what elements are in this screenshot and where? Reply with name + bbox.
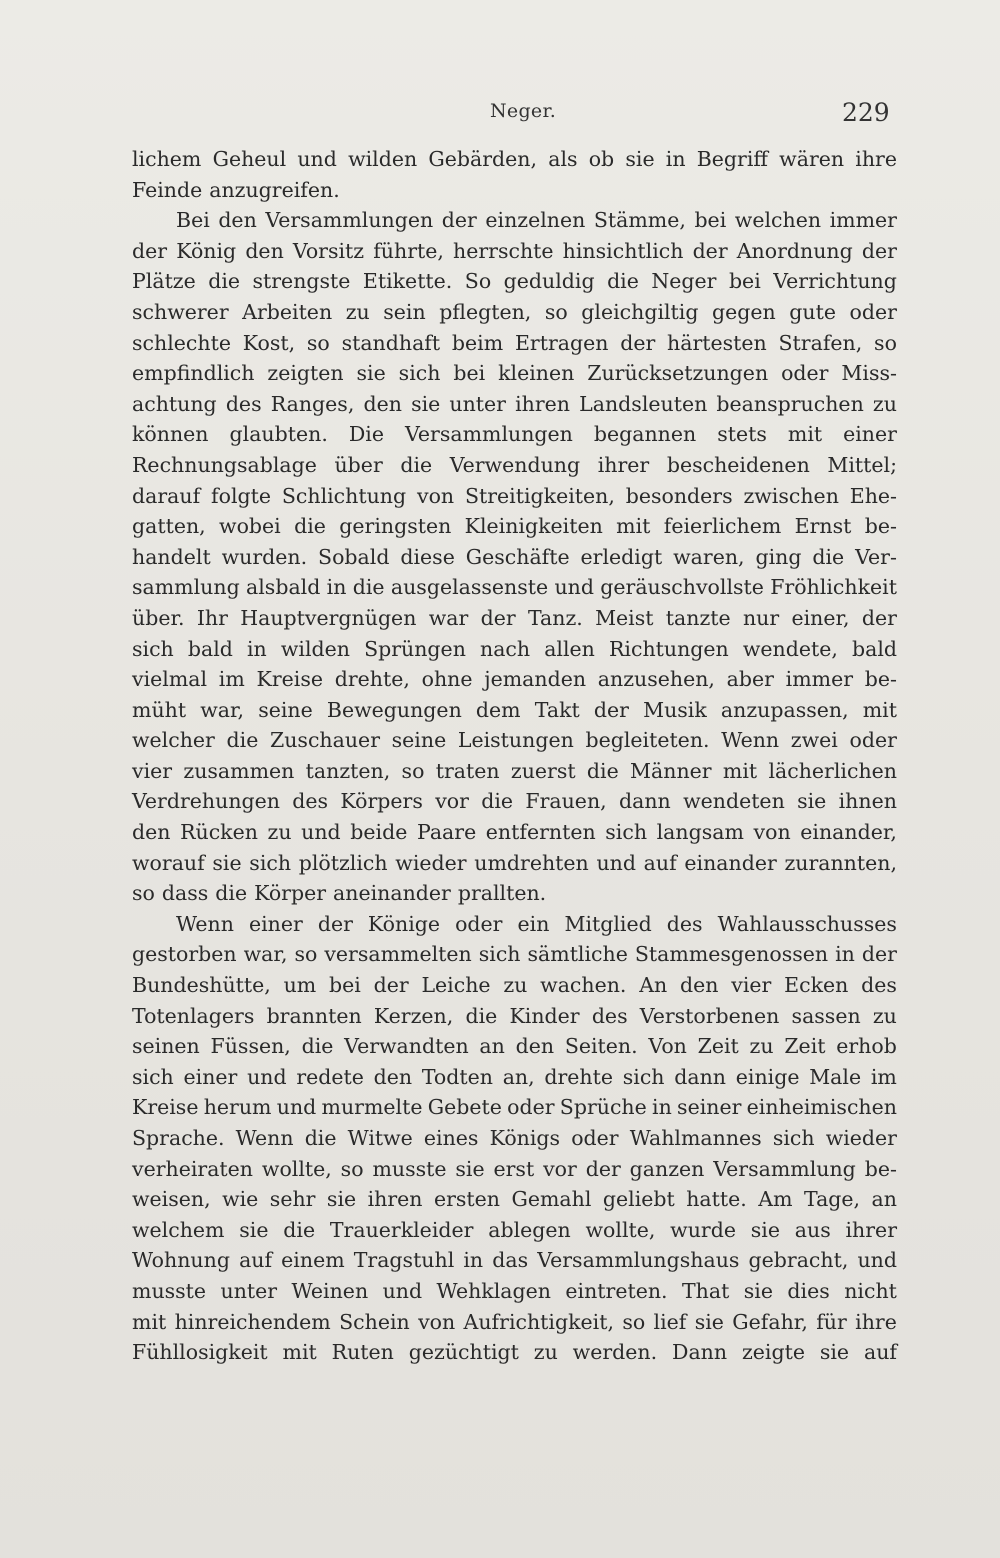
text-line: müht war, seine Bewegungen dem Takt der Musik anzupassen, mit xyxy=(132,697,897,722)
text-line: Rechnungsablage über die Verwendung ihrer bescheidenen Mittel; xyxy=(132,452,897,477)
text-line: Kreise herum und murmelte Gebete oder Sprüche in seiner einheimischen xyxy=(132,1095,897,1120)
text-line: Feinde anzugreifen. xyxy=(132,177,340,202)
text-line: schlechte Kost, so standhaft beim Ertragen der härtesten Strafen, so xyxy=(132,330,897,355)
text-line: Plätze die strengste Etikette. So geduldig die Neger bei Verrichtung xyxy=(132,269,897,294)
text-line: sammlung alsbald in die ausgelassenste und geräuschvollste Fröhlichkeit xyxy=(132,575,897,600)
text-line: welcher die Zuschauer seine Leistungen begleiteten. Wenn zwei oder xyxy=(132,728,897,753)
text-line: verheiraten wollte, so musste sie erst vor der ganzen Versammlung be- xyxy=(132,1156,897,1181)
text-line: Verdrehungen des Körpers vor die Frauen, dann wendeten sie ihnen xyxy=(132,789,897,814)
text-line: welchem sie die Trauerkleider ablegen wollte, wurde sie aus ihrer xyxy=(132,1217,897,1242)
text-line: Bundeshütte, um bei der Leiche zu wachen. An den vier Ecken des xyxy=(132,973,897,998)
text-line: können glaubten. Die Versammlungen begannen stets mit einer xyxy=(132,422,897,447)
text-line: worauf sie sich plötzlich wieder umdrehten und auf einander zurannten, xyxy=(132,850,897,875)
text-line: lichem Geheul und wilden Gebärden, als ob sie in Begriff wären ihre xyxy=(132,147,897,171)
text-line: Bei den Versammlungen der einzelnen Stämme, bei welchen immer xyxy=(176,208,897,233)
text-line: Wohnung auf einem Tragstuhl in das Versammlungshaus gebracht, und xyxy=(132,1248,897,1273)
running-title: Neger. xyxy=(490,100,557,122)
text-line: weisen, wie sehr sie ihren ersten Gemahl geliebt hatte. Am Tage, an xyxy=(132,1187,897,1212)
text-line: sich bald in wilden Sprüngen nach allen Richtungen wendete, bald xyxy=(132,636,897,661)
text-line: Totenlagers brannten Kerzen, die Kinder des Verstorbenen sassen zu xyxy=(132,1003,897,1028)
body-text xyxy=(132,144,897,1368)
text-line: Fühllosigkeit mit Ruten gezüchtigt zu werden. Dann zeigte sie auf xyxy=(132,1340,897,1365)
text-line: gestorben war, so versammelten sich sämtliche Stammesgenossen in der xyxy=(132,942,897,967)
text-line: musste unter Weinen und Wehklagen eintreten. That sie dies nicht xyxy=(132,1278,897,1303)
text-line: über. Ihr Hauptvergnügen war der Tanz. Meist tanzte nur einer, der xyxy=(132,605,897,630)
text-line: sich einer und redete den Todten an, drehte sich dann einige Male im xyxy=(132,1064,897,1089)
text-line: empfindlich zeigten sie sich bei kleinen Zurücksetzungen oder Miss- xyxy=(132,361,897,386)
text-line: seinen Füssen, die Verwandten an den Seiten. Von Zeit zu Zeit erhob xyxy=(132,1034,897,1059)
text-line: Wenn einer der Könige oder ein Mitglied des Wahlausschusses xyxy=(176,911,897,936)
text-line: gatten, wobei die geringsten Kleinigkeiten mit feierlichem Ernst be- xyxy=(132,514,897,539)
text-line: Sprache. Wenn die Witwe eines Königs oder Wahlmannes sich wieder xyxy=(132,1126,897,1150)
text-line: vier zusammen tanzten, so traten zuerst die Männer mit lächerlichen xyxy=(132,758,897,783)
page-number: 229 xyxy=(842,98,890,127)
text-line: vielmal im Kreise drehte, ohne jemanden anzusehen, aber immer be- xyxy=(132,667,897,692)
text-line: achtung des Ranges, den sie unter ihren Landsleuten beanspruchen zu xyxy=(132,391,897,416)
text-line: mit hinreichendem Schein von Aufrichtigkeit, so lief sie Gefahr, für ihre xyxy=(132,1309,897,1334)
text-line: so dass die Körper aneinander prallten. xyxy=(132,881,547,906)
text-line: schwerer Arbeiten zu sein pflegten, so gleichgiltig gegen gute oder xyxy=(132,299,897,324)
text-line: der König den Vorsitz führte, herrschte hinsichtlich der Anordnung der xyxy=(132,238,897,263)
text-line: darauf folgte Schlichtung von Streitigkeiten, besonders zwischen Ehe- xyxy=(132,483,897,508)
text-line: den Rücken zu und beide Paare entfernten sich langsam von einander, xyxy=(132,820,897,845)
text-line: handelt wurden. Sobald diese Geschäfte erledigt waren, ging die Ver- xyxy=(132,544,897,569)
